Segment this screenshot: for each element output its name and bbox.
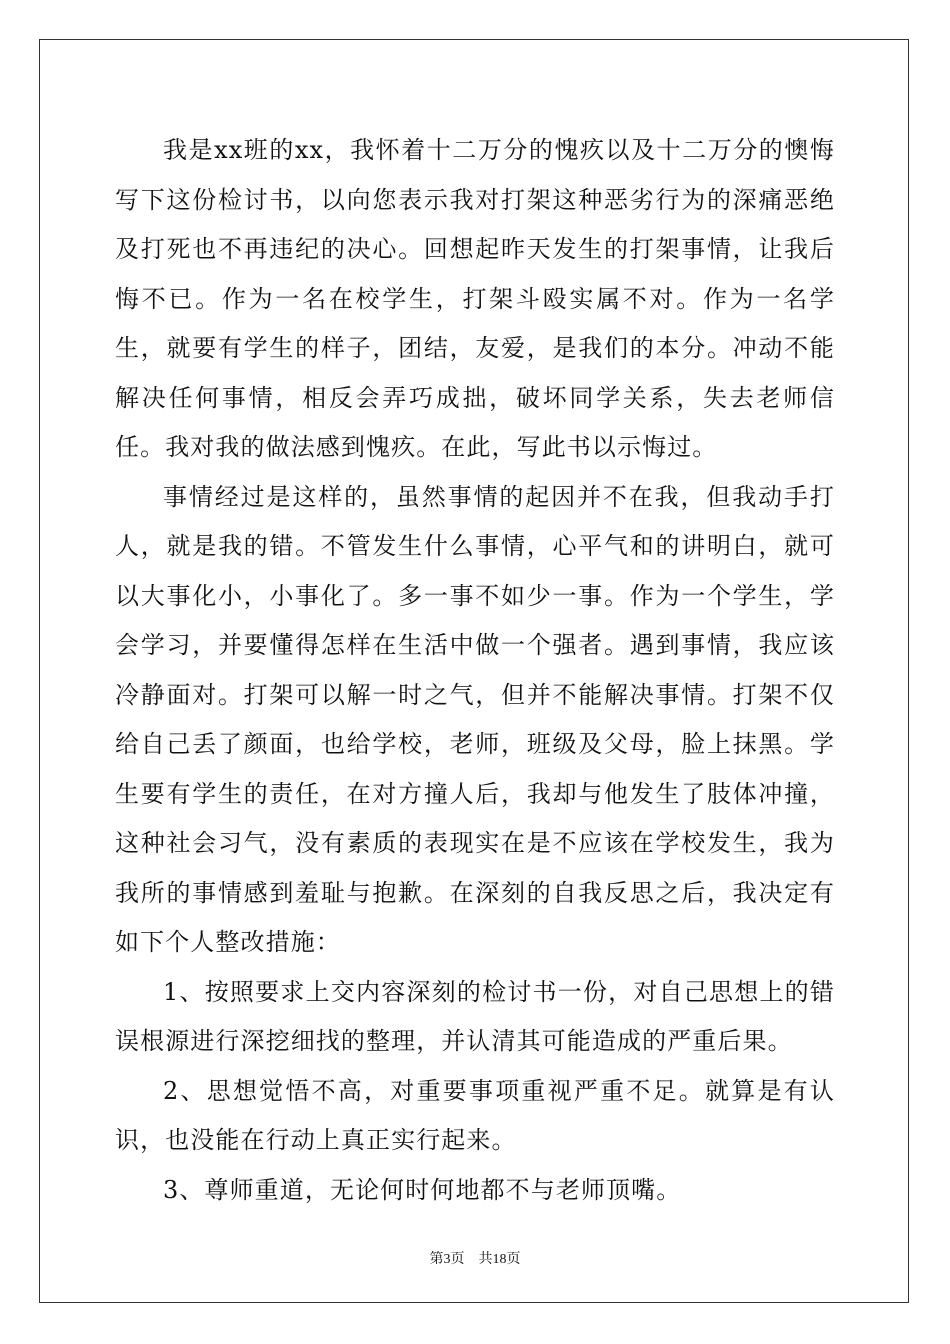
page-total: 共18页 [478,1252,521,1267]
list-item-3: 3、尊师重道，无论何时何地都不与老师顶嘴。 [163,1175,682,1204]
list-item-2: 2、思想觉悟不高，对重要事项重视严重不足。就算是有认识，也没能在行动上真正实行起来。 [115,1076,835,1154]
paragraph-2: 事情经过是这样的，虽然事情的起因并不在我，但我动手打人，就是我的错。不管发生什么事情，心平气和的讲明白，就可以大事化小，小事化了。多一事不如少一事。作为一个学生，学会学习，并要懂得怎样在生活中做一个强者。遇到事情，我应该冷静面对。打架可以解一时之气，但并不能解决事情。打架不仅给自己丢了颜面，也给学校，老师，班级及父母，脸上抹黑。学生要有学生的责任，在对方撞人后，我却与他发生了肢体冲撞，这种社会习气，没有素质的表现实在是不应该在学校发生，我为我所的事情感到羞耻与抱歉。在深刻的自我反思之后，我决定有如下个人整改措施： [115,482,835,956]
paragraph-1: 我是xx班的xx，我怀着十二万分的愧疚以及十二万分的懊悔写下这份检讨书，以向您表示我对打架这种恶劣行为的深痛恶绝及打死也不再违纪的决心。回想起昨天发生的打架事情，让我后悔不已。作为一名在校学生，打架斗殴实属不对。作为一名学生，就要有学生的样子，团结，友爱，是我们的本分。冲动不能解决任何事情，相反会弄巧成拙，破坏同学关系，失去老师信任。我对我的做法感到愧疚。在此，写此书以示悔过。 [115,136,835,461]
document-body [115,126,835,1215]
page-footer [0,1248,950,1268]
list-item-1: 1、按照要求上交内容深刻的检讨书一份，对自己思想上的错误根源进行深挖细找的整理，并认清其可能造成的严重后果。 [115,977,835,1055]
page-number: 第3页 [429,1252,465,1267]
